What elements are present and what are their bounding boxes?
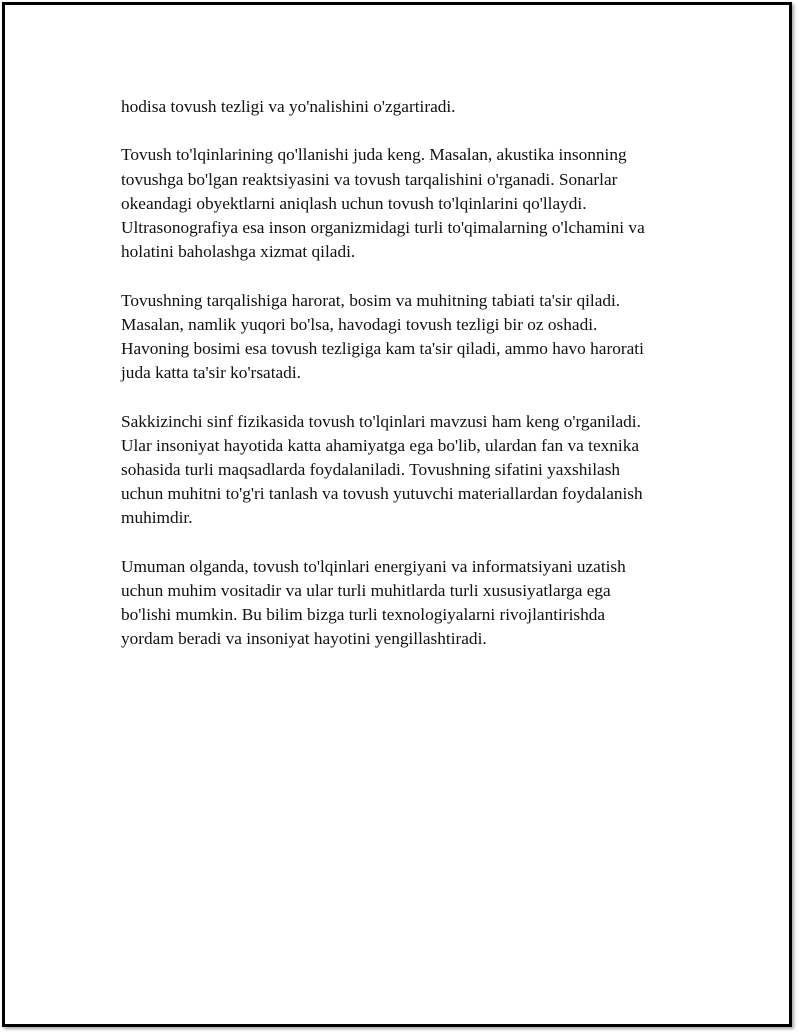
document-body [121,95,691,676]
text-line: sohasida turli maqsadlarda foydalaniladi. Tovushning sifatini yaxshilash [121,460,621,479]
text-line: muhimdir. [121,508,193,528]
text-line: uchun muhitni to'g'ri tanlash va tovush yutuvchi materiallardan foydalanish [121,484,643,504]
paragraph-5 [121,555,691,652]
text-line: uchun muhim vositadir va ular turli muhitlarda turli xususiyatlarga ega [121,581,611,600]
text-line: Ultrasonografiya esa inson organizmidagi turli to'qimalarning o'lchamini va [121,218,645,237]
text-line: Tovushning tarqalishiga harorat, bosim va muhitning tabiati ta'sir qiladi. [121,290,621,310]
text-line: Havoning bosimi esa tovush tezligiga kam ta'sir qiladi, ammo havo harorati [121,339,644,358]
paragraph-1 [121,95,691,119]
paragraph-4 [121,410,691,531]
paragraph-3 [121,289,691,386]
text-line: hodisa tovush tezligi va yo'nalishini o'zgartiradi. [121,97,456,116]
text-line: Sakkizinchi sinf fizikasida tovush to'lqinlari mavzusi ham keng o'rganiladi. [121,411,641,431]
text-line: yordam beradi va insoniyat hayotini yengillashtiradi. [121,629,487,649]
text-line: holatini baholashga xizmat qiladi. [121,242,356,262]
text-line: Masalan, namlik yuqori bo'lsa, havodagi tovush tezligi bir oz oshadi. [121,314,598,334]
text-line: okeandagi obyektlarni aniqlash uchun tovush to'lqinlarini qo'llaydi. [121,193,587,213]
text-line: Tovush to'lqinlarining qo'llanishi juda keng. Masalan, akustika insonning [121,145,627,165]
paragraph-2 [121,143,691,264]
text-line: tovushga bo'lgan reaktsiyasini va tovush tarqalishini o'rganadi. Sonarlar [121,169,618,189]
text-line: Ular insoniyat hayotida katta ahamiyatga ega bo'lib, ulardan fan va texnika [121,435,640,455]
text-line: juda katta ta'sir ko'rsatadi. [121,363,301,383]
text-line: bo'lishi mumkin. Bu bilim bizga turli texnologiyalarni rivojlantirishda [121,605,606,625]
document-page [2,2,792,1027]
text-line: Umuman olganda, tovush to'lqinlari energiyani va informatsiyani uzatish [121,556,626,576]
